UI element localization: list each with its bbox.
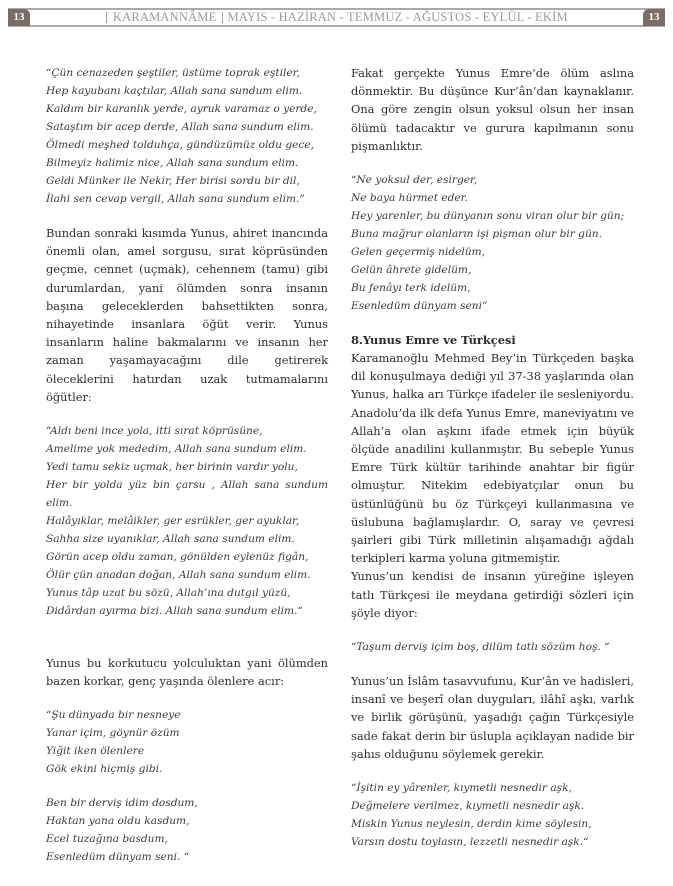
poem-block	[351, 779, 634, 851]
poem-line: Miskin Yunus neylesin, derdin kime söylesin,	[351, 818, 592, 831]
poem-line: Bu fenâyı terk idelüm,	[351, 282, 471, 295]
poem-line: Geldi Münker ile Nekir, Her birisi sordu bir dil,	[46, 175, 300, 187]
running-header	[8, 8, 665, 27]
header-title: [ KARAMANNÂME ] MAYIS - HAZİRAN - TEMMUZ - AĞUSTOS - EYLÜL - EKİM	[105, 10, 568, 24]
poem-line: Esenledüm dünyam seni”	[351, 300, 488, 313]
section-heading: 8.Yunus Emre ve Türkçesi	[351, 333, 516, 348]
poem-line: Haktan yana oldu kasdum,	[46, 815, 190, 828]
poem-line: Ölmedi meşhed tolduhça, gündüzümüz oldu gece,	[46, 139, 314, 151]
poem-line: Sataştım bir acep derde, Allah sana sundum elim.	[46, 121, 314, 133]
poem-line: Her bir yolda yüz bin çarsu , Allah sana sundum elim.	[46, 479, 328, 510]
poem-block	[46, 64, 328, 208]
poem-block	[351, 171, 634, 315]
poem-block	[46, 422, 328, 620]
poem-line: Varsın dostu toylasın, lezzetli nesnedir aşk.“	[351, 836, 589, 849]
right-column	[351, 64, 634, 851]
poem-line: Yanar içim, göynür özüm	[46, 727, 180, 740]
poem-line: Gelen geçermiş nidelüm,	[351, 246, 486, 259]
body-paragraph: Bundan sonraki kısımda Yunus, ahiret inancında önemli olan, amel sorgusu, sırat köprüsünden geçme, cennet (uçmak), cehennem (tamu) gibi durumlardan, yani ölümden sonra insanın başına geleceklerden bahsettikten sonra, nihayetinde insanlara öğüt verir. Yunus insanların haline bakmalarını ve insanın her zaman yaşamayacağını dile getirerek öleceklerini hatırdan uzak tutmamalarını öğütler:	[46, 226, 328, 404]
poem-line: “İşitin ey yârenler, kıymetli nesnedir aşk,	[351, 782, 572, 795]
poem-line: Gelün âhrete gidelüm,	[351, 264, 472, 277]
poem-block	[46, 794, 328, 866]
poem-line: Kaldım bir karanlık yerde, ayruk varamaz o yerde,	[46, 103, 317, 115]
poem-line: Esenledüm dünyam seni. “	[46, 851, 190, 864]
poem-line: Görün acep oldu zaman, gönülden eylenüz figân,	[46, 551, 309, 564]
poem-line: Amelime yok mededim, Allah sana sundum elim.	[46, 443, 307, 456]
poem-line: Ben bir derviş idim dosdum,	[46, 797, 198, 810]
page-number-left: 13	[8, 9, 30, 26]
body-paragraph: Karamanoğlu Mehmed Bey’in Türkçeden başka dil konuşulmaya dediği yıl 37-38 yaşlarında olan Yunus, halka arı Türkçe ifadeler ile sesleniyordu. Anadolu’da ilk defa Yunus Emre, maneviyatını ve Allah’a olan aşkını ifade etmek için büyük ölçüde anadilini kullanmıştır. Bu sebeple Yunus Emre Türk kültür tarihinde anahtar bir figür olmuştur. Nitekim edebiyatçılar onun bu üstünlüğünü bu öz Türkçeyi kullanmasına ve üslubuna bağlamışlardır. O, saray ve çevresi şairleri gibi Türk milletinin alışamadığı ağdalı terkipleri karma yoluna gitmemiştir.	[351, 351, 634, 566]
poem-line: Yedi tamu sekiz uçmak, her birinin vardır yolu,	[46, 461, 298, 474]
body-paragraph: Yunus’un İslâm tasavvufunu, Kur’ân ve hadisleri, insanî ve beşerî olan duyguları, ilâhî aşkı, varlık ve birlik görüşünü, yaşadığı çağın Türkçesiyle sade fakat derin bir üslupla açıklayan nadide bir şahıs olduğunu söylemek gerekir.	[351, 674, 634, 761]
poem-line: Sahha size uyanıklar, Allah sana sundum elim.	[46, 533, 295, 546]
poem-line: Yunus tâp uzat bu sözü, Allah’ına dutgıl yüzü,	[46, 587, 291, 600]
poem-line: “Ne yoksul der, esirger,	[351, 174, 478, 187]
poem-line: Didârdan ayırma bizi. Allah sana sundum elim.“	[46, 605, 303, 618]
poem-line: Hey yarenler, bu dünyanın sonu viran olur bir gün;	[351, 210, 625, 223]
poem-line: Ecel tuzağına basdum,	[46, 833, 168, 846]
poem-line: Halâyıklar, melâikler, ger esrükler, ger ayuklar,	[46, 515, 300, 528]
quote-line: “Taşum derviş içim boş, dilüm tatlı sözüm hoş. “	[351, 641, 610, 654]
poem-line: “Şu dünyada bir nesneye	[46, 709, 181, 722]
page-number-right: 13	[643, 9, 665, 26]
poem-line: “Çün cenazeden şeştiler, üstüme toprak eştiler,	[46, 67, 300, 79]
body-paragraph: Fakat gerçekte Yunus Emre’de ölüm aslına dönmektir. Bu düşünce Kur’ân’dan kaynaklanır. Ona göre zengin olsun yoksul olsun her insan ölümü tadacaktır ve gurura kapılmanın sonu pişmanlıktır.	[351, 66, 634, 153]
body-paragraph: Yunus’un kendisi de insanın yüreğine işleyen tatlı Türkçesi ile meydana getirdiği sözleri için şöyle diyor:	[351, 569, 634, 620]
poem-line: Gök ekini hiçmiş gibi.	[46, 763, 163, 776]
poem-line: Hep kayubanı kaçtılar, Allah sana sundum elim.	[46, 85, 303, 97]
poem-line: Değmelere verilmez, kıymetli nesnedir aşk.	[351, 800, 585, 813]
left-column	[46, 64, 328, 866]
poem-line: Ölür çün anadan doğan, Allah sana sundum elim.	[46, 569, 311, 582]
poem-line: Ne baya hürmet eder.	[351, 192, 468, 205]
poem-line: “Aldı beni ince yola, itti sırat köprüsüne,	[46, 425, 263, 438]
poem-block	[46, 706, 328, 778]
body-paragraph: Yunus bu korkutucu yolculuktan yani ölümden bazen korkar, genç yaşında ölenlere acır:	[46, 656, 328, 689]
poem-line: Yiğit iken ölenlere	[46, 745, 145, 758]
poem-line: İlahi sen cevap vergil, Allah sana sundum elim.”	[46, 193, 305, 205]
poem-line: Buna mağrur olanların işi pişman olur bir gün.	[351, 228, 602, 241]
poem-line: Bilmeyiz halimiz nice, Allah sana sundum elim.	[46, 157, 299, 169]
